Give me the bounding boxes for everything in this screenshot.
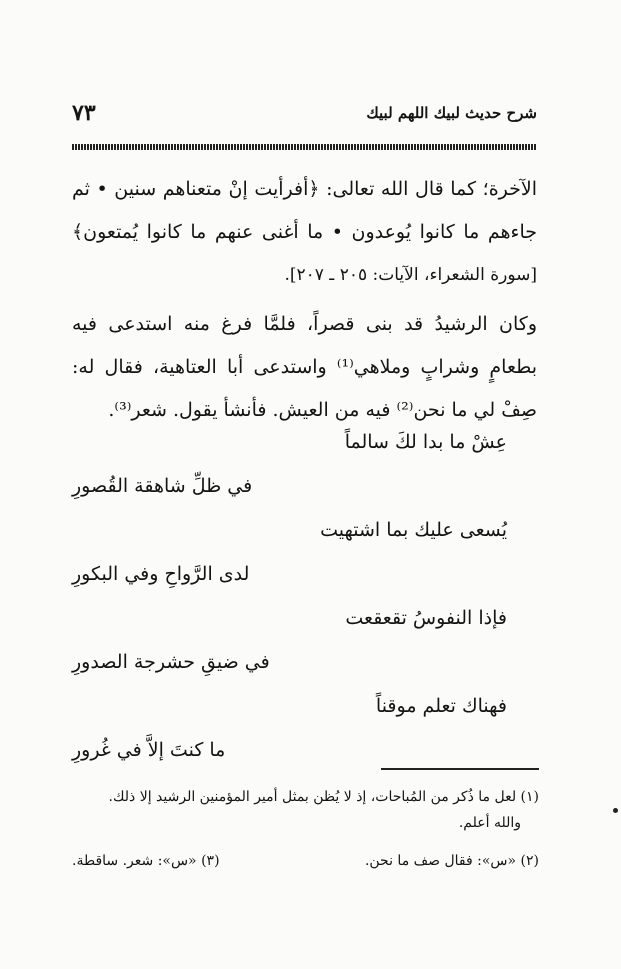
poem-verse: عِشْ ما بدا لكَ سالماً [344,431,507,453]
poem [72,420,537,772]
page-header [72,98,537,134]
quran-citation: [سورة الشعراء، الآيات: ٢٠٥ ـ ٢٠٧]. [284,265,537,285]
footnote-1: (١) لعل ما ذُكر من المُباحات، إذ لا يُظن بمثل أمير المؤمنين الرشيد إلا ذلك. [108,789,539,805]
poem-verse: ما كنتَ إلاَّ في غُرورِ [72,739,226,761]
body-line: الآخرة؛ كما قال الله تعالى: ﴿أفرأيت إنْ متعناهم سنين • ثم [72,178,537,200]
body-line: جاءهم ما كانوا يُوعدون • ما أغنى عنهم ما كانوا يُمتعون﴾ [72,221,537,243]
body-line: صِفْ لي ما نحن⁽²⁾ فيه من العيش. فأنشأ يقول. شعر⁽³⁾. [108,399,537,421]
running-title: شرح حديث لبيك اللهم لبيك [366,104,537,122]
header-rule [72,144,537,150]
page-number: ٧٣ [72,100,96,126]
footnotes [72,784,539,876]
footnote-1-continuation: والله أعلم. [458,815,521,831]
poem-verse: يُسعى عليك بما اشتهيت [320,519,507,541]
footnote-3: (٣) «س»: شعر. ساقطة. [72,853,220,869]
footnote-2: (٢) «س»: فقال صف ما نحن. [364,853,539,869]
body-line: وكان الرشيدُ قد بنى قصراً، فلمَّا فرغ منه استدعى فيه [72,313,537,335]
footnote-row [72,846,539,876]
poem-verse: لدى الرَّواحِ وفي البكورِ [72,563,250,585]
footnote-rule [381,768,539,770]
poem-verse: في ضيقِ حشرجة الصدورِ [72,651,270,673]
poem-verse: فإذا النفوسُ تقعقعت [345,607,507,629]
margin-dot [613,808,618,813]
body-line: بطعامٍ وشرابٍ وملاهي⁽¹⁾ واستدعى أبا العتاهية، فقال له: [72,356,537,378]
body-text [72,168,537,432]
poem-verse: فهناك تعلم موقناً [375,695,507,717]
poem-verse: في ظلِّ شاهقة القُصورِ [72,475,253,497]
